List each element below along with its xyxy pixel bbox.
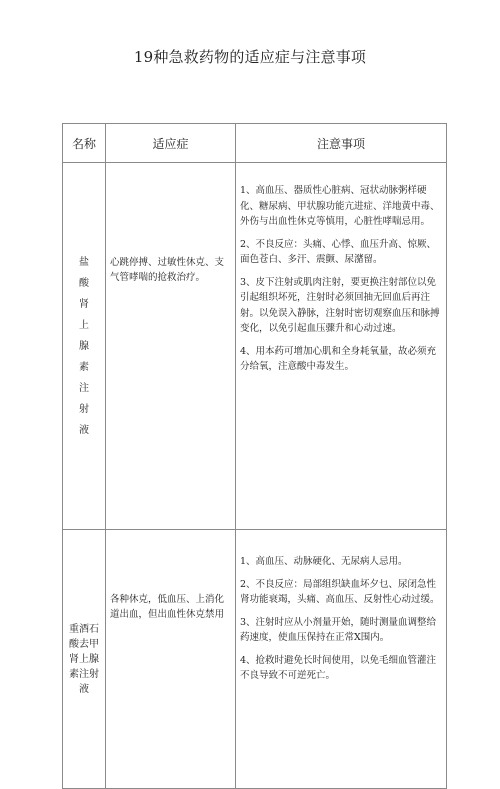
note-item: 2、不良反应：头痛、心悸、血压升高、惊厥、面色苍白、多汗、震颤、尿潴留。 (240, 238, 437, 265)
note-item: 3、皮下注射或肌肉注射，要更换注射部位以免引起组织坏死，注射时必须回抽无回血后再注射。以免误入静脉，注射时密切观察血压和脉搏变化，以免引起血压骤升和心动过速。 (240, 276, 440, 334)
notes-cell (236, 163, 447, 530)
note-item: 3、注射时应从小剂量开始，随时测量血调整给药速度，使血压保持在正常X围内。 (240, 616, 437, 643)
table-row (63, 163, 447, 530)
indication-text: 心跳停搏、过敏性休克、支气管哮喘的抢救治疗。 (110, 257, 225, 283)
page-title: 19种急救药物的适应症与注意事项 (133, 48, 367, 66)
header-name: 名称 (63, 124, 106, 163)
drug-table (62, 123, 447, 789)
indication-text: 各种休克，低血压、上消化道出血，但出血性休克禁用 (110, 594, 225, 620)
notes-cell (236, 530, 447, 789)
indication-cell (106, 163, 236, 530)
drug-name-cell (63, 163, 106, 530)
indication-cell (106, 530, 236, 789)
drug-name: 重酒石酸去甲肾上腺素注射液 (69, 623, 99, 695)
table-row (63, 530, 447, 789)
note-item: 4、抢救时避免长时间使用，以免毛细血管灌注不良导致不可逆死亡。 (240, 654, 437, 681)
drug-name-cell (63, 530, 106, 789)
note-item: 1、高血压、动脉硬化、无尿病人忌用。 (240, 556, 408, 567)
drug-name: 盐酸肾上腺素注射液 (79, 256, 89, 436)
table-header-row (63, 124, 447, 163)
note-item: 2、不良反应：局部组织缺血坏夕乜、尿闭急性肾功能衰竭，头痛、高血压、反射性心动过缓。 (240, 578, 440, 605)
note-item: 1、高血压、器质性心脏病、冠状动脉粥样硬化、糖尿病、甲状腺功能亢进症、洋地黄中毒、外伤与出血性休克等慎用，心脏性哮喘忌用。 (240, 185, 440, 227)
header-notes: 注意事项 (236, 124, 447, 163)
note-item: 4、用本药可增加心肌和全身耗氧量，故必须充分给氧，注意酸中毒发生。 (240, 345, 437, 372)
header-indication: 适应症 (106, 124, 236, 163)
